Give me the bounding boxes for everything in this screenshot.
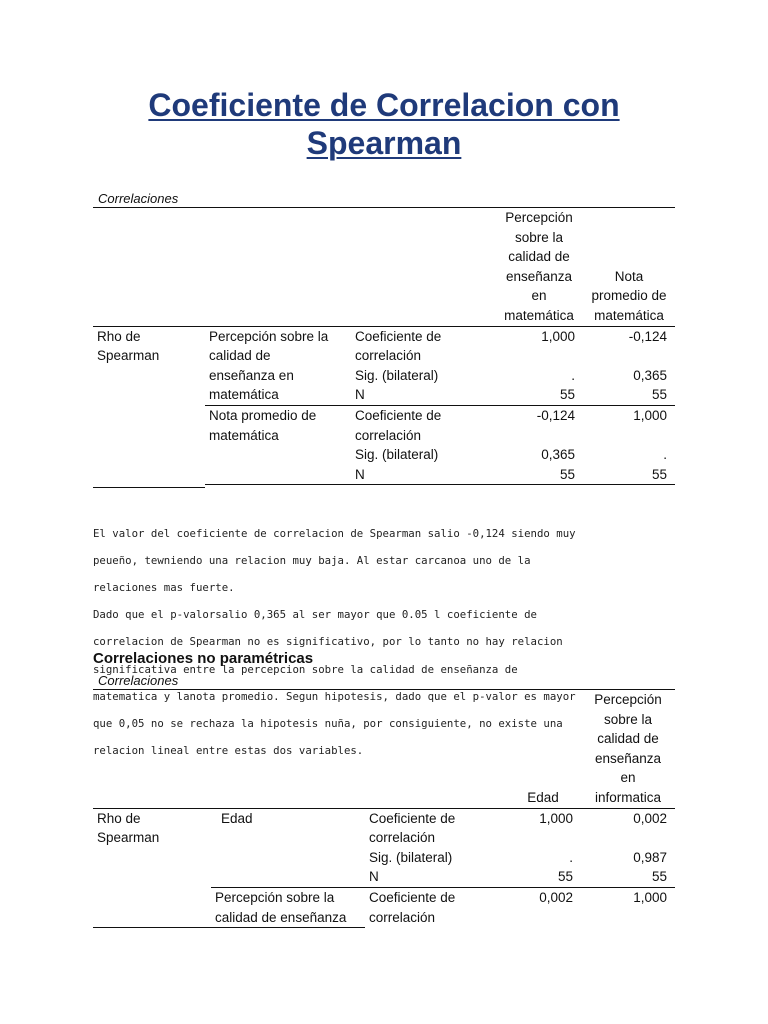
row-group-label: Percepción sobre la calidad de enseñanza en matemática bbox=[205, 326, 351, 405]
section-heading: Correlaciones no paramétricas bbox=[93, 650, 314, 667]
cell-value: 1,000 bbox=[505, 808, 581, 848]
cell-value: -0,124 bbox=[495, 405, 583, 445]
table1-header-row bbox=[93, 208, 675, 327]
stat-label: N bbox=[369, 869, 379, 885]
table1-bottom-rule bbox=[93, 487, 205, 488]
cell-value: 0,002 bbox=[505, 887, 581, 927]
cell-value: . bbox=[663, 447, 667, 463]
row-group-label: Nota promedio de matemática bbox=[205, 405, 351, 484]
cell-value: 0,987 bbox=[633, 849, 667, 865]
rho-label: Rho de Spearman bbox=[93, 808, 211, 928]
cell-value: . bbox=[571, 367, 575, 383]
cell-value: 1,000 bbox=[583, 405, 675, 445]
stat-label: Coeficiente de correlación bbox=[365, 808, 505, 848]
stat-label: Coeficiente de correlación bbox=[351, 405, 495, 445]
title-line-2: Spearman bbox=[306, 125, 462, 161]
stat-label: Coeficiente de correlación bbox=[365, 887, 505, 927]
page-title bbox=[60, 86, 708, 162]
stat-label: N bbox=[351, 465, 495, 485]
title-line-1: Coeficiente de Correlacion con bbox=[148, 87, 620, 123]
table2-caption: Correlaciones bbox=[98, 673, 179, 688]
cell-value: -0,124 bbox=[583, 326, 675, 366]
table2-col-header-perception: Percepción sobre la calidad de enseñanza en informatica bbox=[581, 690, 675, 809]
row-group-label: Edad bbox=[211, 808, 365, 887]
correlation-table-2 bbox=[93, 689, 675, 928]
table1-col-header-nota: Nota promedio de matemática bbox=[583, 208, 675, 327]
stat-label: Sig. (bilateral) bbox=[355, 447, 439, 463]
table1-col-header-perception: Percepción sobre la calidad de enseñanza en matemática bbox=[495, 208, 583, 327]
table-row bbox=[93, 326, 675, 366]
cell-value: 0,002 bbox=[581, 808, 675, 848]
interpretation-paragraph: El valor del coeficiente de correlacion de Spearman salio -0,124 siendo muy peueño, tewniendo una relacion muy baja. Al estar carcanoa uno de la relaciones mas fuerte. Dado que el p-valorsalio 0,365 al ser mayor que 0.05 l coeficiente de correlacion de Spearman no es significativo, por lo tanto no hay relacion significativa entre la percepcion sobre la calidad de enseñanza de matematica y lanota promedio. Segun hipotesis, dado que el p-valor es mayor que 0,05 no se rechaza la hipotesis nuña, por consiguiente, no existe una relacion lineal entre estas dos variables. bbox=[93, 526, 576, 758]
cell-value: 55 bbox=[559, 387, 575, 403]
cell-value: 55 bbox=[495, 465, 583, 485]
correlation-table-1 bbox=[93, 207, 675, 485]
stat-label: Sig. (bilateral) bbox=[369, 849, 453, 865]
stat-label: Sig. (bilateral) bbox=[355, 367, 439, 383]
table-row bbox=[93, 808, 675, 848]
cell-value: 0,365 bbox=[633, 367, 667, 383]
rho-label: Rho de Spearman bbox=[93, 326, 205, 485]
cell-value: 55 bbox=[583, 465, 675, 485]
cell-value: 1,000 bbox=[581, 887, 675, 927]
cell-value: 55 bbox=[651, 869, 667, 885]
table2-col-header-edad: Edad bbox=[505, 690, 581, 809]
cell-value: 55 bbox=[651, 387, 667, 403]
cell-value: 1,000 bbox=[495, 326, 583, 366]
cell-value: . bbox=[569, 849, 573, 865]
cell-value: 0,365 bbox=[541, 447, 575, 463]
stat-label: N bbox=[355, 387, 365, 403]
cell-value: 55 bbox=[557, 869, 573, 885]
table1-caption: Correlaciones bbox=[98, 191, 179, 206]
table2-header-row bbox=[93, 690, 675, 809]
stat-label: Coeficiente de correlación bbox=[351, 326, 495, 366]
row-group-label: Percepción sobre la calidad de enseñanza bbox=[211, 887, 365, 927]
